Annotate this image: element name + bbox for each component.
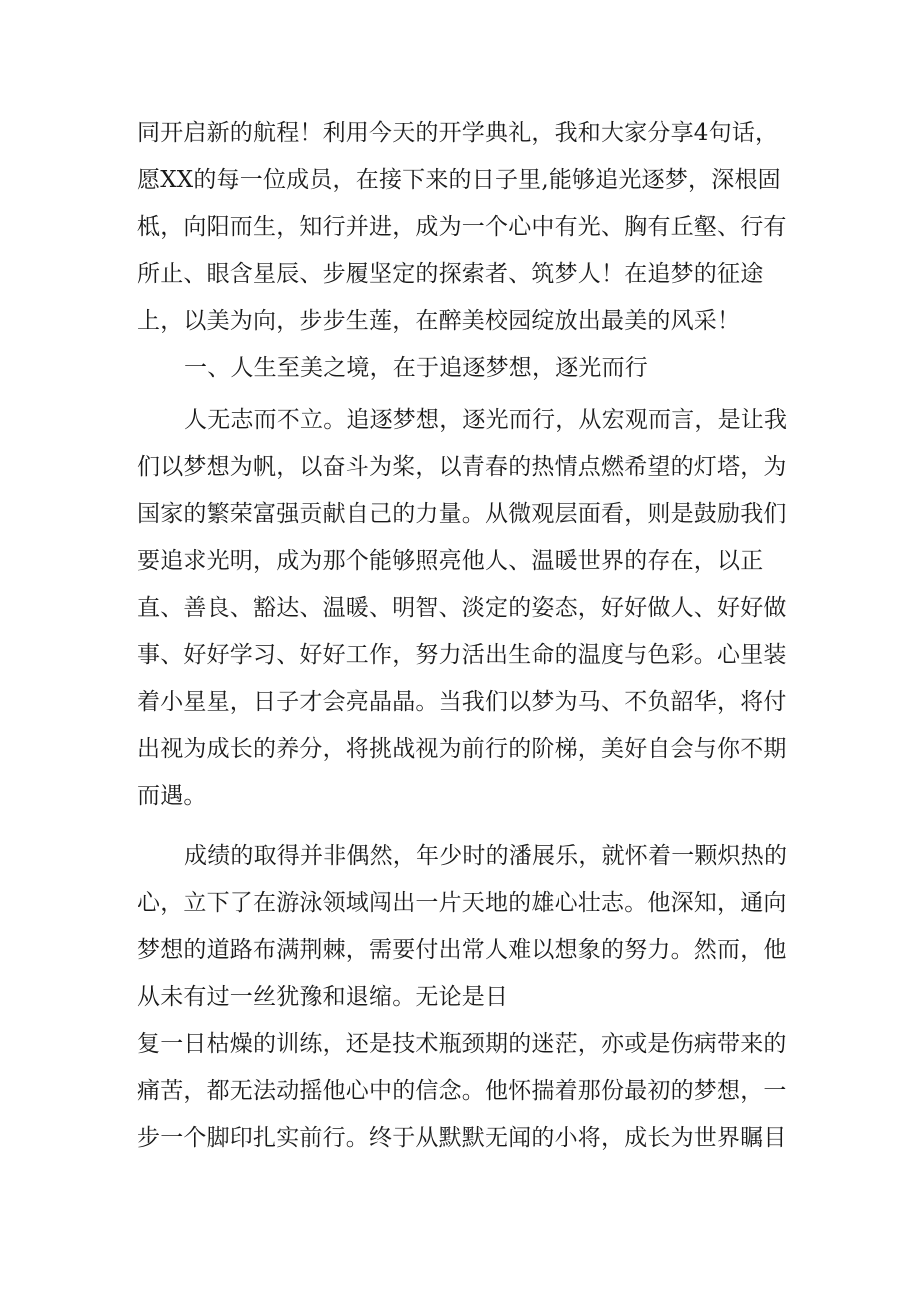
text-line: 同开启新的航程！利用今天的开学典礼，我和大家分享4句话， (137, 120, 779, 146)
text-line: 心，立下了在游泳领域闯出一片天地的雄心壮志。他深知，通向 (137, 890, 787, 916)
section-heading: 一、人生至美之境，在于追逐梦想，逐光而行 (184, 355, 648, 381)
text-line: 们以梦想为帆，以奋斗为桨，以青春的热情点燃希望的灯塔，为 (137, 454, 787, 480)
text-line: 所止、眼含星辰、步履坚定的探索者、筑梦人！在追梦的征途 (137, 261, 764, 287)
text-line: 愿XX的每一位成员，在接下来的日子里,能够追光逐梦，深根固 (137, 167, 781, 193)
text-line: 国家的繁荣富强贡献自己的力量。从微观层面看，则是鼓励我们 (137, 501, 787, 527)
text-line: 出视为成长的养分，将挑战视为前行的阶梯，美好自会与你不期 (137, 736, 787, 762)
text-line: 痛苦，都无法动摇他心中的信念。他怀揣着那份最初的梦想，一 (137, 1078, 787, 1104)
text-line: 而遇。 (137, 783, 207, 809)
text-line: 着小星星，日子才会亮晶晶。当我们以梦为马、不负韶华，将付 (137, 689, 787, 715)
text-line: 从未有过一丝犹豫和退缩。无论是日 (137, 984, 509, 1010)
text-line: 要追求光明，成为那个能够照亮他人、温暖世界的存在，以正 (137, 548, 764, 574)
text-line: 上，以美为向，步步生莲，在醉美校园绽放出最美的风采！ (137, 308, 741, 334)
text-line: 直、善良、豁达、温暖、明智、淡定的姿态，好好做人、好好做 (137, 595, 787, 621)
text-line: 梦想的道路布满荆棘，需要付出常人难以想象的努力。然而，他 (137, 937, 787, 963)
text-line: 事、好好学习、好好工作，努力活出生命的温度与色彩。心里装 (137, 642, 787, 668)
text-line: 柢，向阳而生，知行并进，成为一个心中有光、胸有丘壑、行有 (137, 214, 787, 240)
text-line: 步一个脚印扎实前行。终于从默默无闻的小将，成长为世界瞩目 (137, 1125, 787, 1151)
text-line: 人无志而不立。追逐梦想，逐光而行，从宏观而言，是让我 (184, 407, 788, 433)
text-line: 成绩的取得并非偶然，年少时的潘展乐，就怀着一颗炽热的 (184, 843, 788, 869)
text-line: 复一日枯燥的训练，还是技术瓶颈期的迷茫，亦或是伤病带来的 (137, 1031, 787, 1057)
